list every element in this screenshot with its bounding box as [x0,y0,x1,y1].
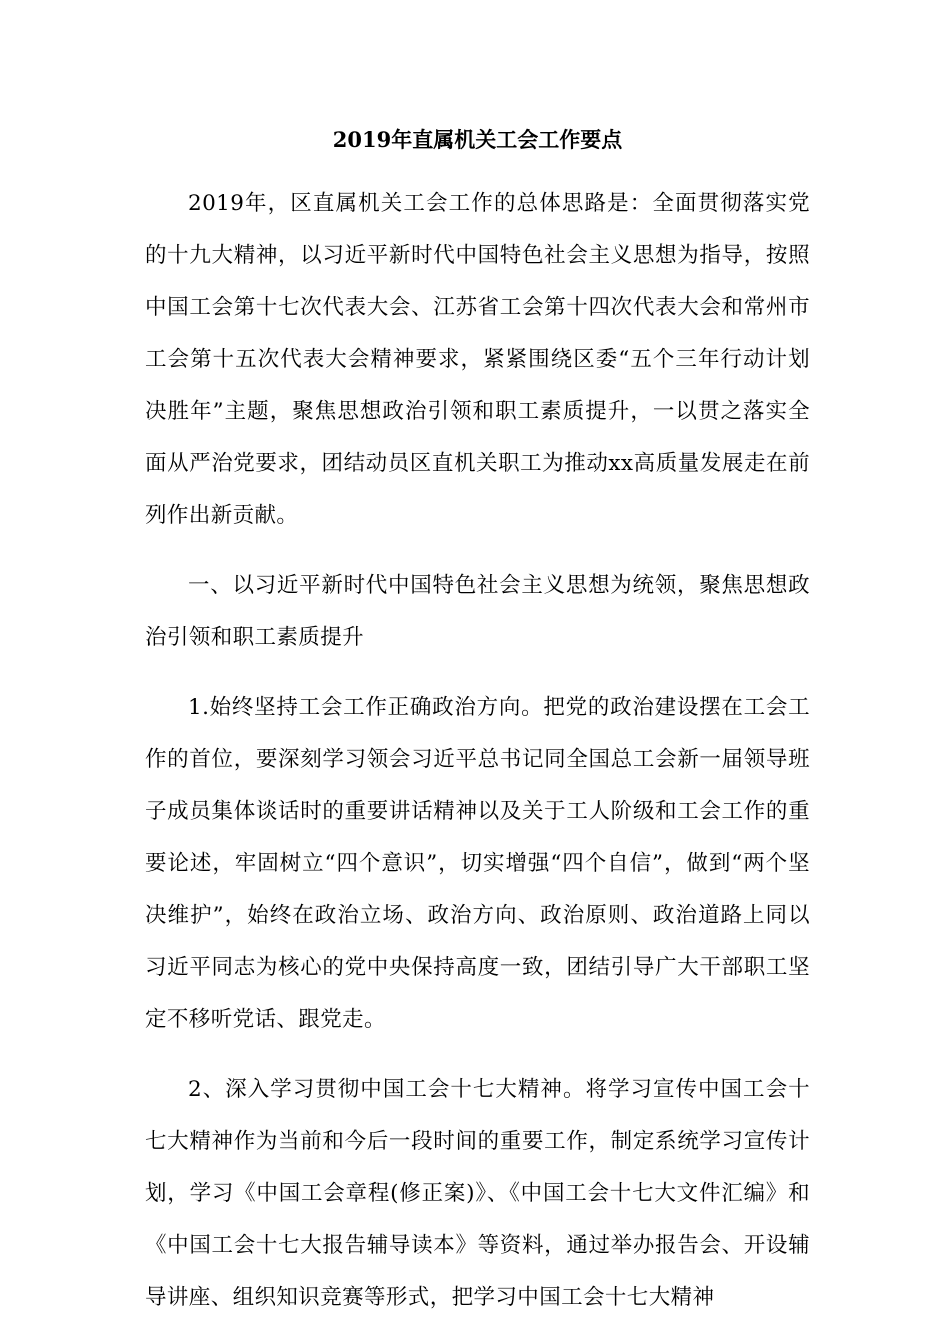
paragraph-item-1: 1.始终坚持工会工作正确政治方向。把党的政治建设摆在工会工作的首位，要深刻学习领会习近平总书记同全国总工会新一届领导班子成员集体谈话时的重要讲话精神以及关于工人阶级和工会工作的重要论述，牢固树立“四个意识”，切实增强“四个自信”，做到“两个坚决维护”，始终在政治立场、政治方向、政治原则、政治道路上同以习近平同志为核心的党中央保持高度一致，团结引导广大干部职工坚定不移听党话、跟党走。 [145,695,810,1032]
document-body [145,118,810,1324]
document-title: 2019年直属机关工会工作要点 [332,127,623,152]
paragraph-spacing [145,542,810,560]
paragraph-spacing [145,664,810,682]
title-spacing [145,162,810,178]
paragraph-item-2: 2、深入学习贯彻中国工会十七大精神。将学习宣传中国工会十七大精神作为当前和今后一段时间的重要工作，制定系统学习宣传计划，学习《中国工会章程(修正案)》、《中国工会十七大文件汇编》和《中国工会十七大报告辅导读本》等资料，通过举办报告会、开设辅导讲座、组织知识竞赛等形式，把学习中国工会十七大精神 [145,1077,810,1310]
paragraph-overall-approach: 2019年，区直属机关工会工作的总体思路是：全面贯彻落实党的十九大精神，以习近平新时代中国特色社会主义思想为指导，按照中国工会第十七次代表大会、江苏省工会第十四次代表大会和常州市工会第十五次代表大会精神要求，紧紧围绕区委“五个三年行动计划决胜年”主题，聚焦思想政治引领和职工素质提升，一以贯之落实全面从严治党要求，团结动员区直机关职工为推动xx高质量发展走在前列作出新贡献。 [145,191,810,528]
paragraph-spacing [145,1046,810,1064]
section-heading-1: 一、以习近平新时代中国特色社会主义思想为统领，聚焦思想政治引领和职工素质提升 [145,573,810,650]
